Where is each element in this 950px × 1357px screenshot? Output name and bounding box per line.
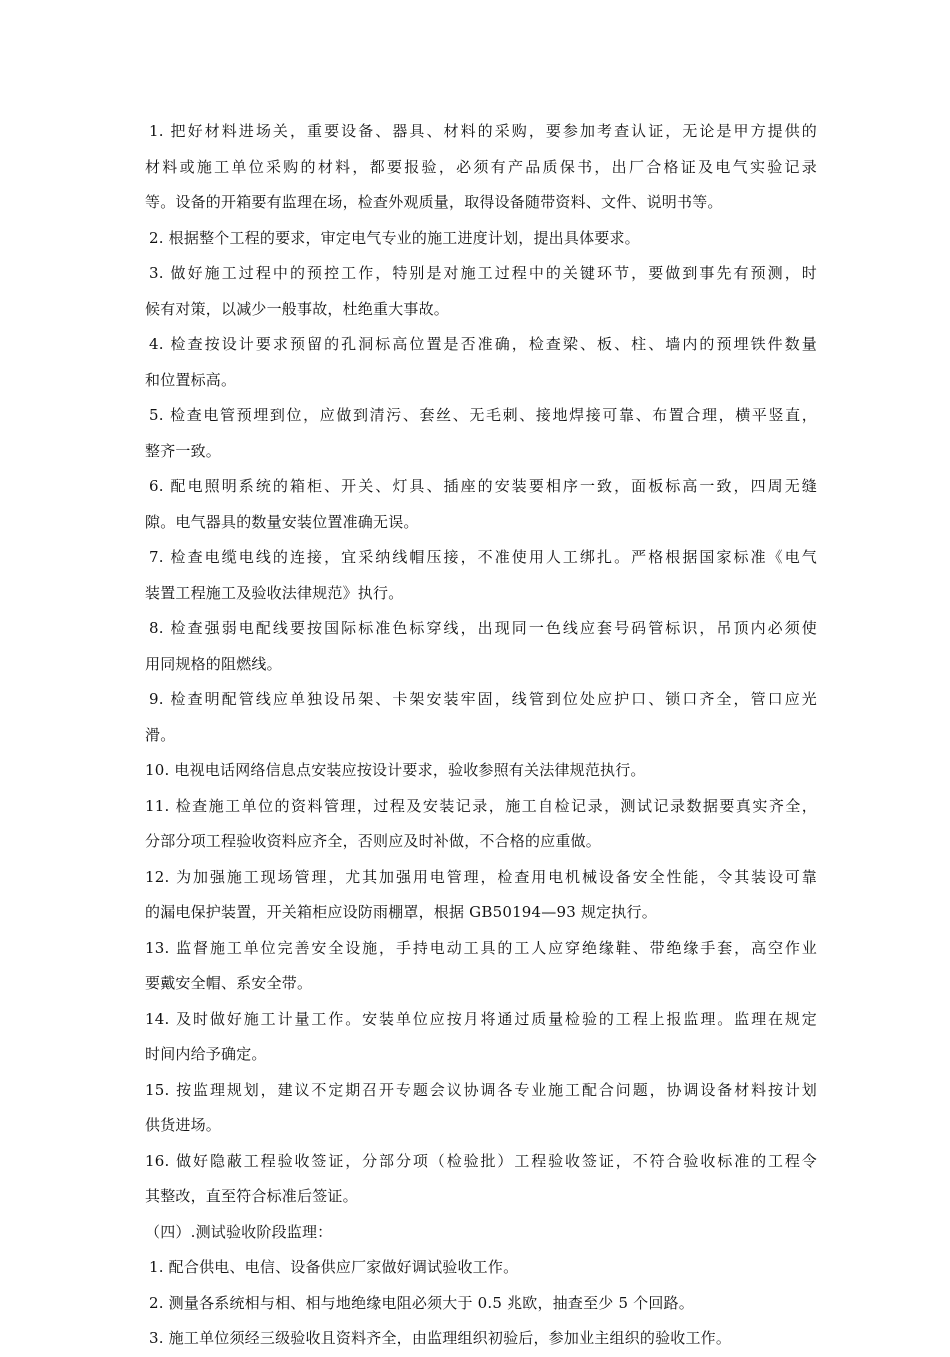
item-16-line-2: 其整改，直至符合标准后签证。	[145, 1187, 358, 1205]
item-10-line-1: 10. 电视电话网络信息点安装应按设计要求，验收参照有关法律规范执行。	[145, 761, 646, 779]
item-13-line-1: 13. 监督施工单位完善安全设施，手持电动工具的工人应穿绝缘鞋、带绝缘手套，高空作业	[145, 938, 817, 957]
item-8-line-2: 用同规格的阻燃线。	[145, 654, 282, 673]
testing-item-3: 3. 施工单位须经三级验收且资料齐全，由监理组织初验后，参加业主组织的验收工作。	[149, 1329, 732, 1347]
item-9-line-2: 滑。	[145, 725, 176, 744]
item-4-line-2: 和位置标高。	[145, 370, 237, 389]
item-5-line-1: 5. 检查电管预埋到位，应做到清污、套丝、无毛刺、接地焊接可靠、布置合理，横平竖直，	[149, 406, 817, 424]
item-1-line-1: 1. 把好材料进场关，重要设备、器具、材料的采购，要参加考查认证，无论是甲方提供的	[149, 122, 817, 140]
item-8-line-1: 8. 检查强弱电配线要按国际标准色标穿线，出现同一色线应套号码管标识，吊顶内必须使	[149, 619, 817, 637]
item-11-line-1: 11. 检查施工单位的资料管理，过程及安装记录，施工自检记录，测试记录数据要真实齐全，	[145, 796, 817, 815]
item-3-line-2: 候有对策，以减少一般事故，杜绝重大事故。	[145, 299, 450, 318]
item-1-line-3: 等。设备的开箱要有监理在场，检查外观质量，取得设备随带资料、文件、说明书等。	[145, 193, 723, 211]
item-6-line-2: 隙。电气器具的数量安装位置准确无误。	[145, 512, 419, 531]
item-13-line-2: 要戴安全帽、系安全带。	[145, 974, 313, 992]
item-15-line-1: 15. 按监理规划，建议不定期召开专题会议协调各专业施工配合问题，协调设备材料按计划	[145, 1080, 817, 1099]
testing-item-1: 1. 配合供电、电信、设备供应厂家做好调试验收工作。	[149, 1258, 519, 1276]
item-5-line-2: 整齐一致。	[145, 441, 222, 460]
item-11-line-2: 分部分项工程验收资料应齐全，否则应及时补做，不合格的应重做。	[145, 832, 602, 850]
item-2-line-1: 2. 根据整个工程的要求，审定电气专业的施工进度计划，提出具体要求。	[149, 228, 640, 247]
testing-item-2: 2. 测量各系统相与相、相与地绝缘电阻必须大于 0.5 兆欧，抽查至少 5 个回路。	[149, 1293, 694, 1312]
item-6-line-1: 6. 配电照明系统的箱柜、开关、灯具、插座的安装要相序一致，面板标高一致，四周无缝	[149, 477, 817, 495]
document-body	[145, 114, 817, 1357]
item-12-line-1: 12. 为加强施工现场管理，尤其加强用电管理，检查用电机械设备安全性能，令其装设可靠	[145, 867, 817, 886]
item-16-line-1: 16. 做好隐蔽工程验收签证，分部分项（检验批）工程验收签证，不符合验收标准的工程令	[145, 1151, 817, 1170]
item-14-line-2: 时间内给予确定。	[145, 1045, 267, 1063]
item-3-line-1: 3. 做好施工过程中的预控工作，特别是对施工过程中的关键环节，要做到事先有预测，时	[149, 264, 817, 282]
item-7-line-1: 7. 检查电缆电线的连接，宜采纳线帽压接，不准使用人工绑扎。严格根据国家标准《电气	[149, 548, 817, 566]
item-1-line-2: 材料或施工单位采购的材料，都要报验，必须有产品质保书，出厂合格证及电气实验记录	[145, 157, 817, 176]
section-heading: （四）.测试验收阶段监理：	[145, 1222, 333, 1241]
item-14-line-1: 14. 及时做好施工计量工作。安装单位应按月将通过质量检验的工程上报监理。监理在规定	[145, 1009, 817, 1028]
item-4-line-1: 4. 检查按设计要求预留的孔洞标高位置是否准确，检查梁、板、柱、墙内的预埋铁件数量	[149, 335, 817, 353]
item-12-line-2: 的漏电保护装置，开关箱柜应设防雨棚罩，根据 GB50194—93 规定执行。	[145, 903, 657, 921]
item-7-line-2: 装置工程施工及验收法律规范》执行。	[145, 583, 404, 602]
item-15-line-2: 供货进场。	[145, 1116, 222, 1134]
item-9-line-1: 9. 检查明配管线应单独设吊架、卡架安装牢固，线管到位处应护口、锁口齐全，管口应光	[149, 690, 817, 708]
